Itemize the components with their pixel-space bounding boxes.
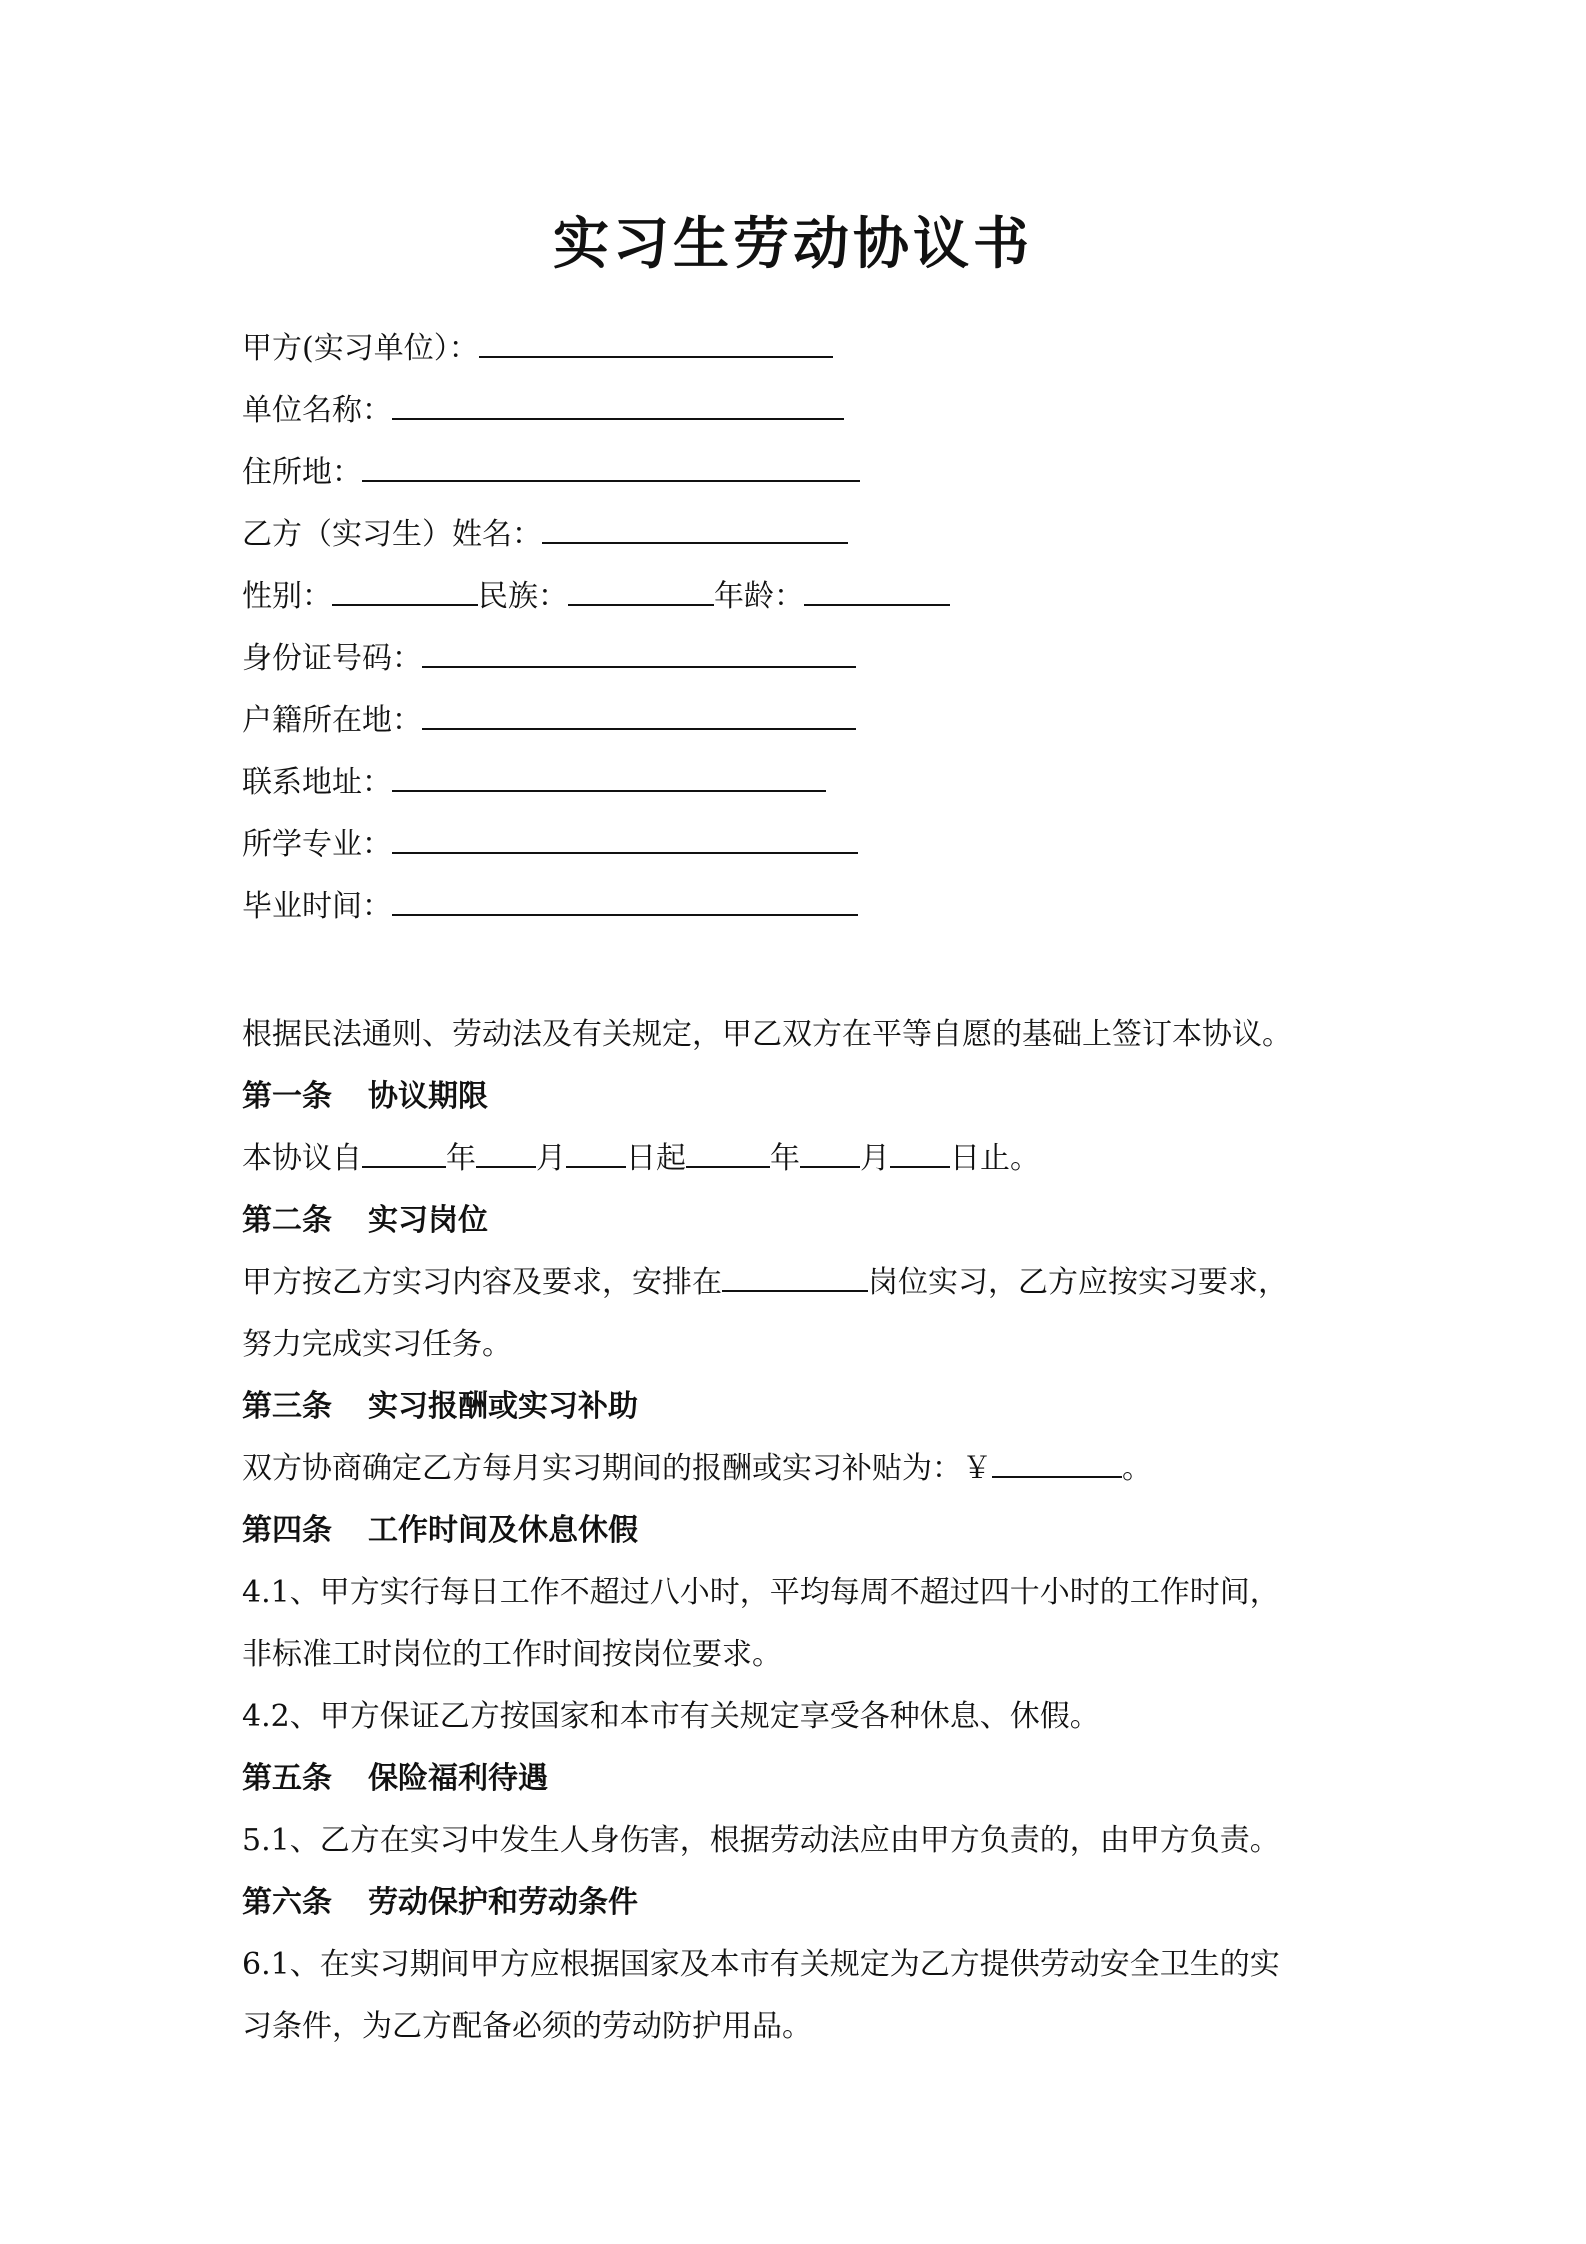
article-title: 保险福利待遇 [368, 1761, 548, 1796]
text-segment: 日起 [626, 1141, 686, 1176]
field-id-number [242, 636, 856, 682]
article-number: 第六条 [242, 1885, 332, 1920]
article-title: 实习报酬或实习补助 [368, 1389, 638, 1424]
blank-line [800, 1136, 860, 1168]
text-segment: 日止。 [950, 1141, 1040, 1176]
article-number: 第三条 [242, 1389, 332, 1424]
text-segment: 年 [446, 1141, 476, 1176]
blank-line [476, 1136, 536, 1168]
field-address [242, 450, 860, 496]
field-party-a [242, 326, 833, 372]
article-number: 第五条 [242, 1761, 332, 1796]
article-4-text-2: 非标准工时岗位的工作时间按岗位要求。 [242, 1637, 782, 1672]
text-segment: 双方协商确定乙方每月实习期间的报酬或实习补贴为：￥ [242, 1451, 992, 1486]
article-5-text-1: 5.1、乙方在实习中发生人身伤害，根据劳动法应由甲方负责的，由甲方负责。 [242, 1823, 1280, 1858]
article-2-text-1 [242, 1260, 1288, 1306]
article-6-heading [242, 1880, 638, 1926]
article-1-term [242, 1136, 1040, 1182]
article-number: 第四条 [242, 1513, 332, 1548]
article-4-text-1: 4.1、甲方实行每日工作不超过八小时，平均每周不超过四十小时的工作时间， [242, 1575, 1280, 1610]
blank-line [332, 574, 478, 606]
article-6-text-2: 习条件，为乙方配备必须的劳动防护用品。 [242, 2009, 812, 2044]
field-household-reg [242, 698, 856, 744]
text-segment: 岗位实习，乙方应按实习要求， [868, 1265, 1288, 1300]
field-label: 所学专业： [242, 827, 392, 862]
article-4-heading [242, 1508, 638, 1554]
article-2-text-2: 努力完成实习任务。 [242, 1327, 512, 1362]
field-label: 住所地： [242, 455, 362, 490]
blank-line [566, 1136, 626, 1168]
intro-paragraph: 根据民法通则、劳动法及有关规定，甲乙双方在平等自愿的基础上签订本协议。 [242, 1017, 1292, 1052]
blank-line [362, 1136, 446, 1168]
field-label: 乙方（实习生）姓名： [242, 517, 542, 552]
text-segment: 。 [1122, 1451, 1152, 1486]
article-3-text [242, 1446, 1152, 1492]
blank-line [722, 1260, 868, 1292]
blank-line [890, 1136, 950, 1168]
blank-line [392, 760, 826, 792]
text-segment: 月 [536, 1141, 566, 1176]
article-6-text-1: 6.1、在实习期间甲方应根据国家及本市有关规定为乙方提供劳动安全卫生的实 [242, 1947, 1280, 1982]
text-segment: 本协议自 [242, 1141, 362, 1176]
article-title: 劳动保护和劳动条件 [368, 1885, 638, 1920]
field-contact-address [242, 760, 826, 806]
blank-line [392, 822, 858, 854]
field-major [242, 822, 858, 868]
blank-line [392, 884, 858, 916]
field-label: 性别： [242, 579, 332, 614]
blank-line [362, 450, 860, 482]
field-label: 民族： [478, 579, 568, 614]
text-segment: 年 [770, 1141, 800, 1176]
field-party-b-name [242, 512, 848, 558]
article-2-heading [242, 1198, 488, 1244]
blank-line [422, 636, 856, 668]
field-label: 联系地址： [242, 765, 392, 800]
blank-line [686, 1136, 770, 1168]
field-unit-name [242, 388, 844, 434]
article-title: 协议期限 [368, 1079, 488, 1114]
text-segment: 月 [860, 1141, 890, 1176]
blank-line [422, 698, 856, 730]
article-4-text-3: 4.2、甲方保证乙方按国家和本市有关规定享受各种休息、休假。 [242, 1699, 1100, 1734]
field-graduation-time [242, 884, 858, 930]
blank-line [804, 574, 950, 606]
article-1-heading [242, 1074, 488, 1120]
field-label: 身份证号码： [242, 641, 422, 676]
article-title: 工作时间及休息休假 [368, 1513, 638, 1548]
article-number: 第一条 [242, 1079, 332, 1114]
document-title: 实习生劳动协议书 [553, 212, 1033, 277]
field-label: 年龄： [714, 579, 804, 614]
field-label: 单位名称： [242, 393, 392, 428]
blank-line [479, 326, 833, 358]
blank-line [568, 574, 714, 606]
article-3-heading [242, 1384, 638, 1430]
blank-line [992, 1446, 1122, 1478]
field-label: 户籍所在地： [242, 703, 422, 738]
blank-line [542, 512, 848, 544]
article-title: 实习岗位 [368, 1203, 488, 1238]
article-5-heading [242, 1756, 548, 1802]
field-gender-ethnicity-age [242, 574, 950, 620]
field-label: 毕业时间： [242, 889, 392, 924]
text-segment: 甲方按乙方实习内容及要求，安排在 [242, 1265, 722, 1300]
blank-line [392, 388, 844, 420]
article-number: 第二条 [242, 1203, 332, 1238]
field-label: 甲方(实习单位）： [242, 331, 479, 366]
